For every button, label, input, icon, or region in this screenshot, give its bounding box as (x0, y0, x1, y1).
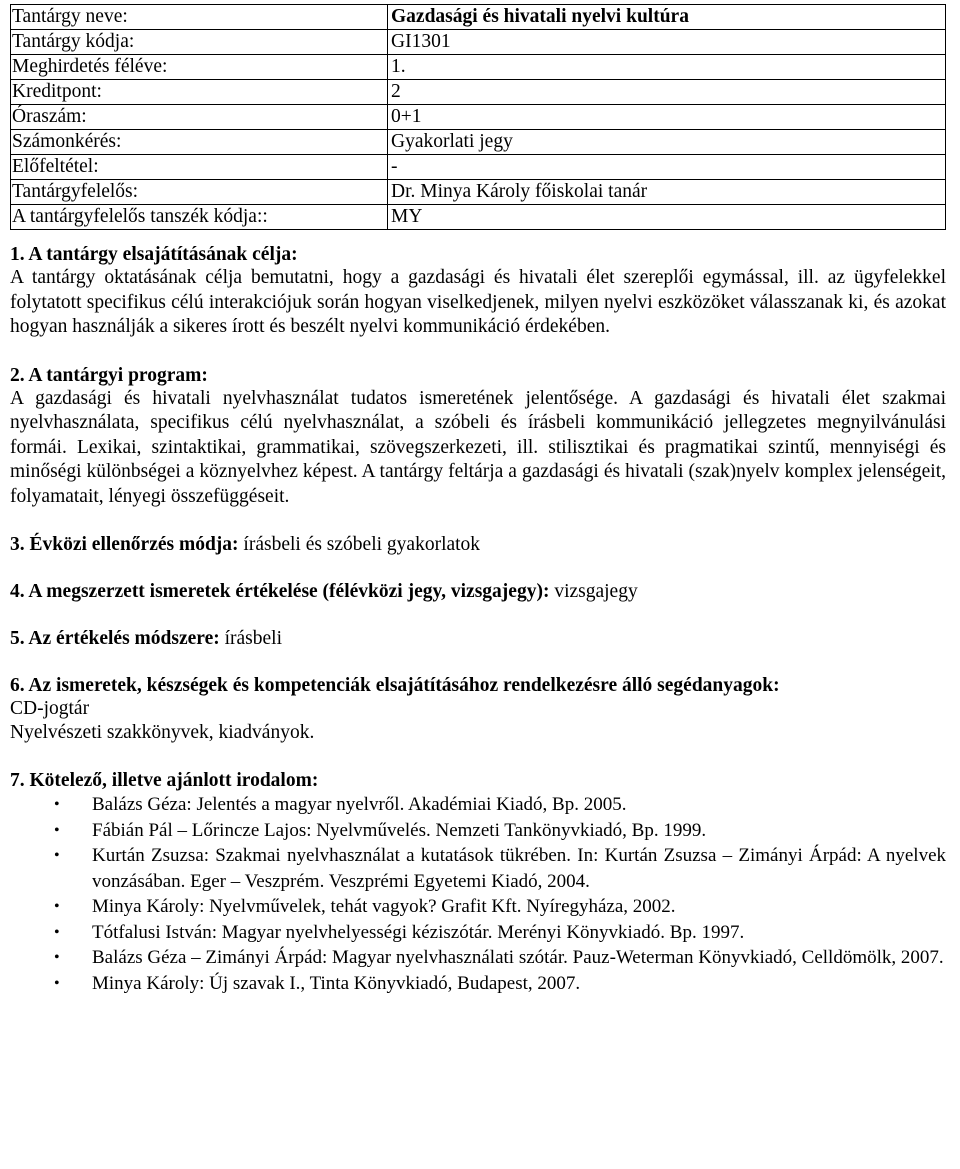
info-key: Kreditpont: (11, 80, 388, 105)
info-row (11, 130, 946, 155)
info-row (11, 30, 946, 55)
document-page (10, 4, 946, 996)
section-assessment-method (10, 533, 946, 556)
list-item (10, 971, 946, 997)
section-line (10, 580, 946, 603)
reference-text: Minya Károly: Új szavak I., Tinta Könyvkiadó, Budapest, 2007. (92, 972, 581, 994)
reference-text: Tótfalusi István: Magyar nyelvhelyességi kéziszótár. Merényi Könyvkiadó. Bp. 1997. (92, 921, 745, 943)
section-heading: 7. Kötelező, illetve ajánlott irodalom: (10, 770, 319, 791)
info-value: 0+1 (388, 105, 946, 130)
section-value: írásbeli és szóbeli gyakorlatok (243, 534, 481, 555)
info-value: Gyakorlati jegy (388, 130, 946, 155)
bullet-icon: • (54, 949, 60, 966)
section-value: vizsgajegy (554, 581, 638, 602)
section-heading: 1. A tantárgy elsajátításának célja: (10, 244, 298, 265)
section-heading: 6. Az ismeretek, készségek és kompetenciák elsajátításához rendelkezésre álló segédanyagok: (10, 675, 780, 696)
section-goal (10, 243, 946, 340)
section-line (10, 533, 946, 556)
bullet-icon: • (54, 796, 60, 813)
material-item: Nyelvészeti szakkönyvek, kiadványok. (10, 722, 315, 743)
section-text: A tantárgy oktatásának célja bemutatni, hogy a gazdasági és hivatali élet szereplői egymással, ill. az ügyfelekkel folytatott specifikus célú interakciójuk során hogyan viselkedjenek, milyen nyelvi eszközöket válasszanak ki, és azokat hogyan használják a sikeres írott és beszélt nyelvi kommunikáció érdekében. (10, 267, 946, 337)
info-row (11, 55, 946, 80)
info-value: 1. (388, 55, 946, 80)
section-heading: 3. Évközi ellenőrzés módja: (10, 534, 239, 555)
info-key: Tantárgy neve: (11, 5, 388, 30)
literature-list (10, 792, 946, 996)
section-heading: 2. A tantárgyi program: (10, 364, 208, 386)
info-key: Tantárgyfelelős: (11, 180, 388, 205)
info-row (11, 105, 946, 130)
info-value: 2 (388, 80, 946, 105)
info-value: GI1301 (388, 30, 946, 55)
section-text: A gazdasági és hivatali nyelvhasználat tudatos ismeretének jelentősége. A gazdasági és hivatali élet szakmai nyelvhasználata, specifikus célú nyelvhasználat, a szóbeli és írásbeli kommunikáció jellegzetes megnyilvánulási formái. Lexikai, szintaktikai, grammatikai, szövegszerkezeti, ill. stilisztikai és pragmatikai szintű, mennyiségi és minőségi különbségei a köznyelvhez képest. A tantárgy feltárja a gazdasági és hivatali (szak)nyelv komplex jelenségeit, folyamatait, lényegi összefüggéseit. (10, 387, 946, 507)
list-item (10, 894, 946, 920)
info-value: Gazdasági és hivatali nyelvi kultúra (388, 5, 946, 30)
info-row (11, 5, 946, 30)
info-key: Számonkérés: (11, 130, 388, 155)
bullet-icon: • (54, 974, 60, 992)
course-info-table (10, 4, 946, 230)
info-value: Dr. Minya Károly főiskolai tanár (388, 180, 946, 205)
info-key: Előfeltétel: (11, 155, 388, 180)
info-row (11, 180, 946, 205)
info-row (11, 80, 946, 105)
info-key: Meghirdetés féléve: (11, 55, 388, 80)
info-row (11, 205, 946, 230)
section-line (10, 627, 946, 650)
info-key: A tantárgyfelelős tanszék kódja:: (11, 205, 388, 230)
info-value: - (388, 155, 946, 180)
reference-text: Minya Károly: Nyelvművelek, tehát vagyok? Grafit Kft. Nyíregyháza, 2002. (92, 896, 676, 917)
info-key: Óraszám: (11, 105, 388, 130)
section-literature (10, 769, 946, 996)
info-value: MY (388, 205, 946, 230)
section-heading: 5. Az értékelés módszere: (10, 628, 220, 649)
section-evaluation-method (10, 627, 946, 650)
list-item (10, 843, 946, 894)
bullet-icon: • (54, 923, 60, 941)
reference-text: Fábián Pál – Lőrincze Lajos: Nyelvművelés. Nemzeti Tankönyvkiadó, Bp. 1999. (92, 819, 707, 841)
list-item (10, 792, 946, 818)
section-heading: 4. A megszerzett ismeretek értékelése (félévközi jegy, vizsgajegy): (10, 581, 550, 602)
reference-text: Kurtán Zsuzsa: Szakmai nyelvhasználat a kutatások tükrében. In: Kurtán Zsuzsa – Zimányi Árpád: A nyelvek vonzásában. Eger – Veszprém. Veszprémi Egyetemi Kiadó, 2004. (92, 845, 946, 892)
section-materials (10, 674, 946, 745)
info-key: Tantárgy kódja: (11, 30, 388, 55)
material-item: CD-jogtár (10, 698, 90, 719)
list-item (10, 945, 946, 971)
list-item (10, 818, 946, 844)
section-program (10, 364, 946, 510)
section-evaluation (10, 580, 946, 603)
reference-text: Balázs Géza – Zimányi Árpád: Magyar nyelvhasználati szótár. Pauz-Weterman Könyvkiadó, Celldömölk, 2007. (92, 947, 944, 968)
reference-text: Balázs Géza: Jelentés a magyar nyelvről. Akadémiai Kiadó, Bp. 2005. (92, 794, 627, 815)
bullet-icon: • (54, 847, 60, 864)
section-value: írásbeli (224, 628, 283, 649)
bullet-icon: • (54, 898, 60, 915)
info-row (11, 155, 946, 180)
bullet-icon: • (54, 821, 60, 839)
list-item (10, 920, 946, 946)
